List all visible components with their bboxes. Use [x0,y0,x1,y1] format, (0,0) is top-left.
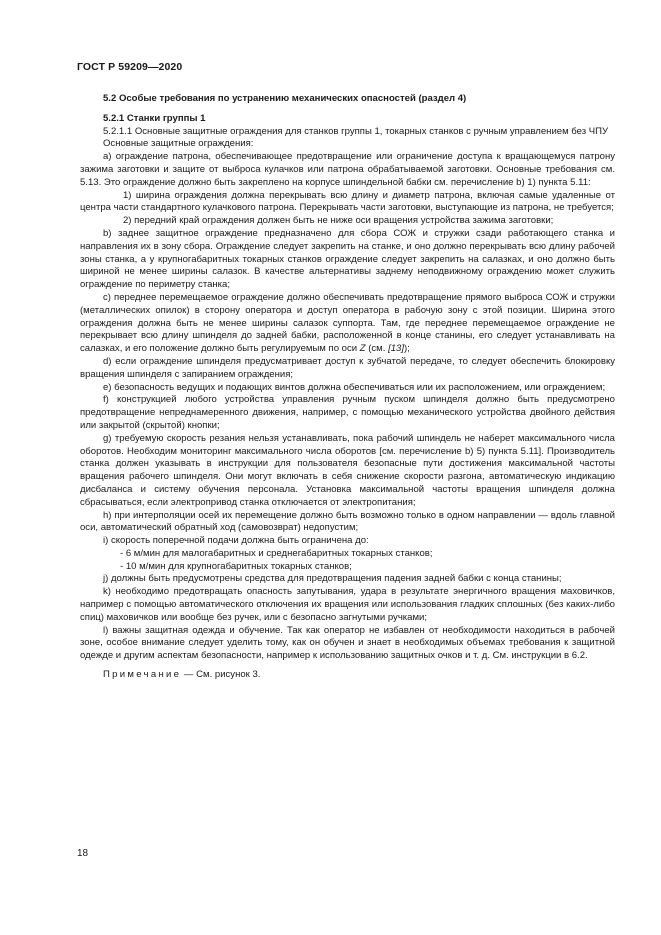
list-item-l: l) важны защитная одежда и обучение. Так как оператор не избавлен от необходимости находиться в рабочей зоне, особое внимание следует уделить тому, как он обучен и знает в необходимых объемах требования к защитной одежде и другим аспектам безопасности, например к использованию защитных очков и т. д. См. инструкции в 6.2. [80,624,615,662]
list-item-h: h) при интерполяции осей их перемещение должно быть возможно только в одном направлении — вдоль главной оси, автоматический обратный ход (самовозврат) недопустим; [80,509,615,534]
note-text: — См. рисунок 3. [181,669,261,681]
list-item-i: i) скорость поперечной подачи должна быть ограничена до: [103,535,369,547]
subsection-title: Станки группы 1 [126,112,206,124]
list-item-f: f) конструкцией любого устройства управления ручным пуском шпинделя должно быть предусмотрено предотвращение непреднамеренного движения, например, с помощью механического устройства двойного действия или закрытой (скрытой) кнопки; [80,394,615,431]
list-item-c-end: ); [404,343,410,355]
paragraph-guards-intro: Основные защитные ограждения: [103,138,254,150]
list-item-j: j) должны быть предусмотрены средства для предотвращения падения задней бабки с конца станины; [103,573,562,585]
note-label: Примечание [103,669,182,681]
section-heading [103,93,615,106]
see-text: (см. [365,343,389,355]
document-body [80,93,615,682]
note [80,669,615,682]
list-item-a: а) ограждение патрона, обеспечивающее предотвращение или ограничение доступа к вращающемуся патрону зажима заготовки и защите от выброса кулачков или патрона обрабатываемой заготовки. Основные требования см. 5.13. Это ограждение должно быть закреплено на корпусе шпиндельной бабки см. перечисление b) 1) пункта 5.11: [80,151,615,188]
subsection-heading [103,113,615,126]
list-item-b: b) заднее защитное ограждение предназначено для сбора СОЖ и стружки сзади работающего станка и направления их в зону сбора. Ограждение следует закрепить на станке, и оно должно перекрывать всю длину рабочей зоны станка, а у крупногабаритных токарных станков ограждение следует закрепить на салазках, и оно должно быть шириной не менее ширины салазок. В качестве альтернативы заднему неподвижному ограждению может служить ограждение по периметру станка; [80,227,615,291]
standard-header: ГОСТ Р 59209—2020 [77,61,183,73]
list-item-d: d) если ограждение шпинделя предусматривает доступ к зубчатой передаче, то следует обеспечить блокировку вращения шпинделя с запиранием ограждения; [80,355,615,380]
list-item-g: g) требуемую скорость резания нельзя устанавливать, пока рабочий шпиндель не наберет максимального числа оборотов. Необходим мониторинг максимального числа оборотов [см. перечисление b) 5) пункта 5.11]. Производитель станка должен указывать в инструкции для пользователя безопасные пути достижения максимальной частоты вращения рабочего шпинделя. Они могут включать в себя снижение скорости разгона, автоматическую индикацию дисбаланса и систему обучения персонала. Установка максимальной частоты вращения шпинделя должна сбрасываться, если электропривод станка отключается от электропитания; [80,432,615,508]
reference-13: [13] [388,343,404,355]
subsection-number: 5.2.1 [103,112,125,124]
list-item-i-1: - 6 м/мин для малогабаритных и среднегабаритных токарных станков; [120,547,433,559]
paragraph-5-2-1-1: 5.2.1.1 Основные защитные ограждения для станков группы 1, токарных станков с ручным управлением без ЧПУ [103,125,609,137]
list-item-c-text: с) переднее перемещаемое ограждение должно обеспечивать предотвращение прямого выброса СОЖ и стружки (металлических опилок) в сторону оператора и доступ оператора в рабочую зону с этой позиции. Ширина этого ограждения должна быть не менее ширины салазок суппорта. Там, где переднее перемещаемое ограждение не перекрывает всю длину шпинделя до задней бабки, расположенной в конце станины, его следует устанавливать на салазках, и его положение должно быть регулируемым по оси [80,291,615,355]
list-item-c [80,292,615,356]
section-number: 5.2 [103,93,117,104]
section-title: Особые требования по устранению механических опасностей (раздел 4) [118,93,467,104]
list-item-a-1: 1) ширина ограждения должна перекрывать всю длину и диаметр патрона, включая самые удаленные от центра части стандартного кулачкового патрона. Перекрывать части заготовки, выступающие из патрона, не требуется; [80,189,615,214]
axis-label: Z [359,343,366,355]
list-item-e: е) безопасность ведущих и подающих винтов должна обеспечиваться или их расположением, или ограждением; [103,381,606,393]
list-item-i-2: - 10 м/мин для крупногабаритных токарных станков; [120,560,352,572]
list-item-a-2: 2) передний край ограждения должен быть не ниже оси вращения устройства зажима заготовки; [123,215,554,227]
page-number: 18 [77,848,89,859]
list-item-k: k) необходимо предотвращать опасность запутывания, удара в результате энергичного вращения маховичков, например с помощью автоматического отключения их вращения или использования гладких сплошных (без каких-либо спиц) маховичков или вообще без ручек, или с безопасно загнутыми ручками; [80,586,615,623]
